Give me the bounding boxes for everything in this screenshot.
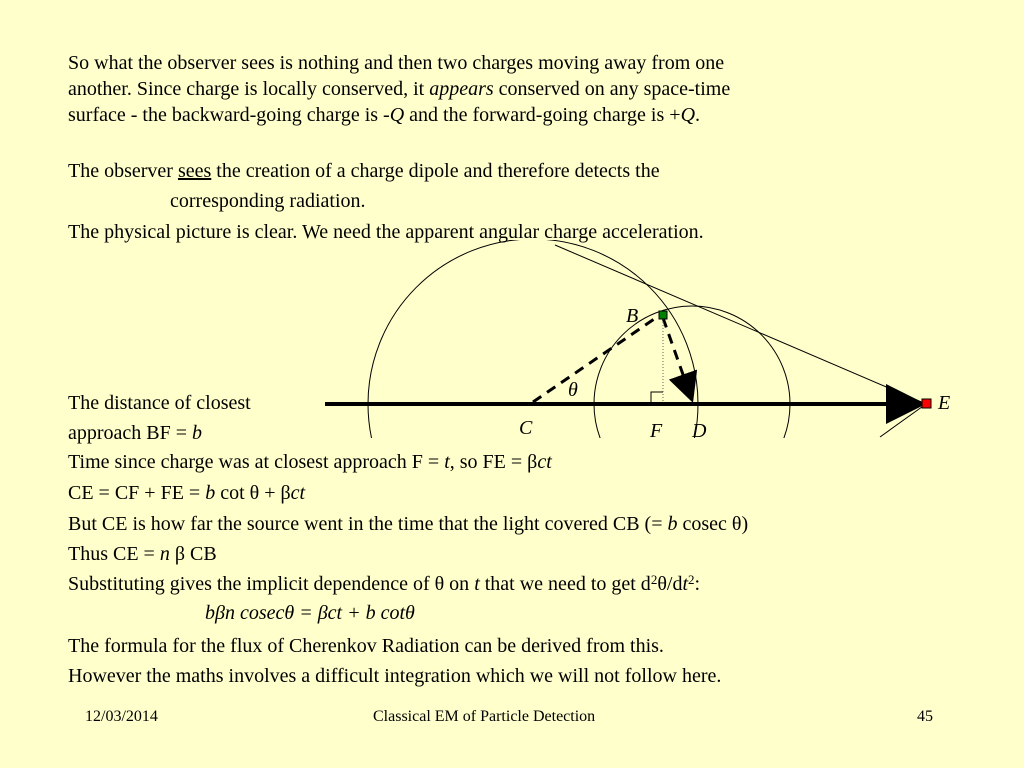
label-D: D (692, 420, 707, 442)
dashed-line-CB (533, 315, 660, 402)
derivation-line-time: Time since charge was at closest approach F = t, so FE = βct (68, 451, 552, 473)
label-F: F (650, 420, 663, 442)
side-text-distance: The distance of closest (68, 392, 251, 414)
label-theta: θ (568, 379, 578, 401)
footer-page-number: 45 (917, 708, 933, 725)
p1-line2: another. Since charge is locally conserved, it appears conserved on any space-time (68, 78, 731, 100)
derivation-line-source-distance: But CE is how far the source went in the time that the light covered CB (= b cosec θ) (68, 513, 749, 535)
p1-line1: So what the observer sees is nothing and then two charges moving away from one (68, 52, 725, 74)
conclusion-line-flux: The formula for the flux of Cherenkov Radiation can be derived from this. (68, 635, 664, 657)
derivation-line-CE: CE = CF + FE = b cot θ + βct (68, 482, 306, 504)
implicit-equation: bβn cosecθ = βct + b cotθ (205, 602, 415, 624)
derivation-line-thus: Thus CE = n β CB (68, 543, 217, 565)
paragraph-dipole-line2: corresponding radiation. (170, 190, 366, 212)
side-text-approach: approach BF = b (68, 422, 203, 444)
paragraph-observer-sees (68, 50, 730, 128)
derivation-line-substituting: Substituting gives the implicit dependence of θ on t that we need to get $d^2\theta/dt^2$: (68, 572, 701, 595)
paragraph-dipole-line1: The observer sees the creation of a charge dipole and therefore detects the (68, 160, 660, 182)
tangent-line (555, 245, 926, 404)
point-E-marker (922, 399, 931, 408)
tangent-line-extension (880, 404, 926, 437)
point-B-marker (659, 311, 667, 319)
conclusion-line-integration: However the maths involves a difficult integration which we will not follow here. (68, 665, 722, 687)
label-E: E (938, 392, 951, 414)
dashed-line-BD (663, 318, 692, 400)
footer-date: 12/03/2014 (85, 708, 158, 725)
p1-line3: surface - the backward-going charge is -Q and the forward-going charge is +Q. (68, 104, 701, 126)
footer-title: Classical EM of Particle Detection (373, 708, 596, 725)
label-C: C (519, 417, 533, 439)
label-B: B (626, 305, 639, 327)
right-angle-marker (651, 392, 663, 403)
paragraph-physical-picture: The physical picture is clear. We need the apparent angular charge acceleration. (68, 221, 704, 243)
